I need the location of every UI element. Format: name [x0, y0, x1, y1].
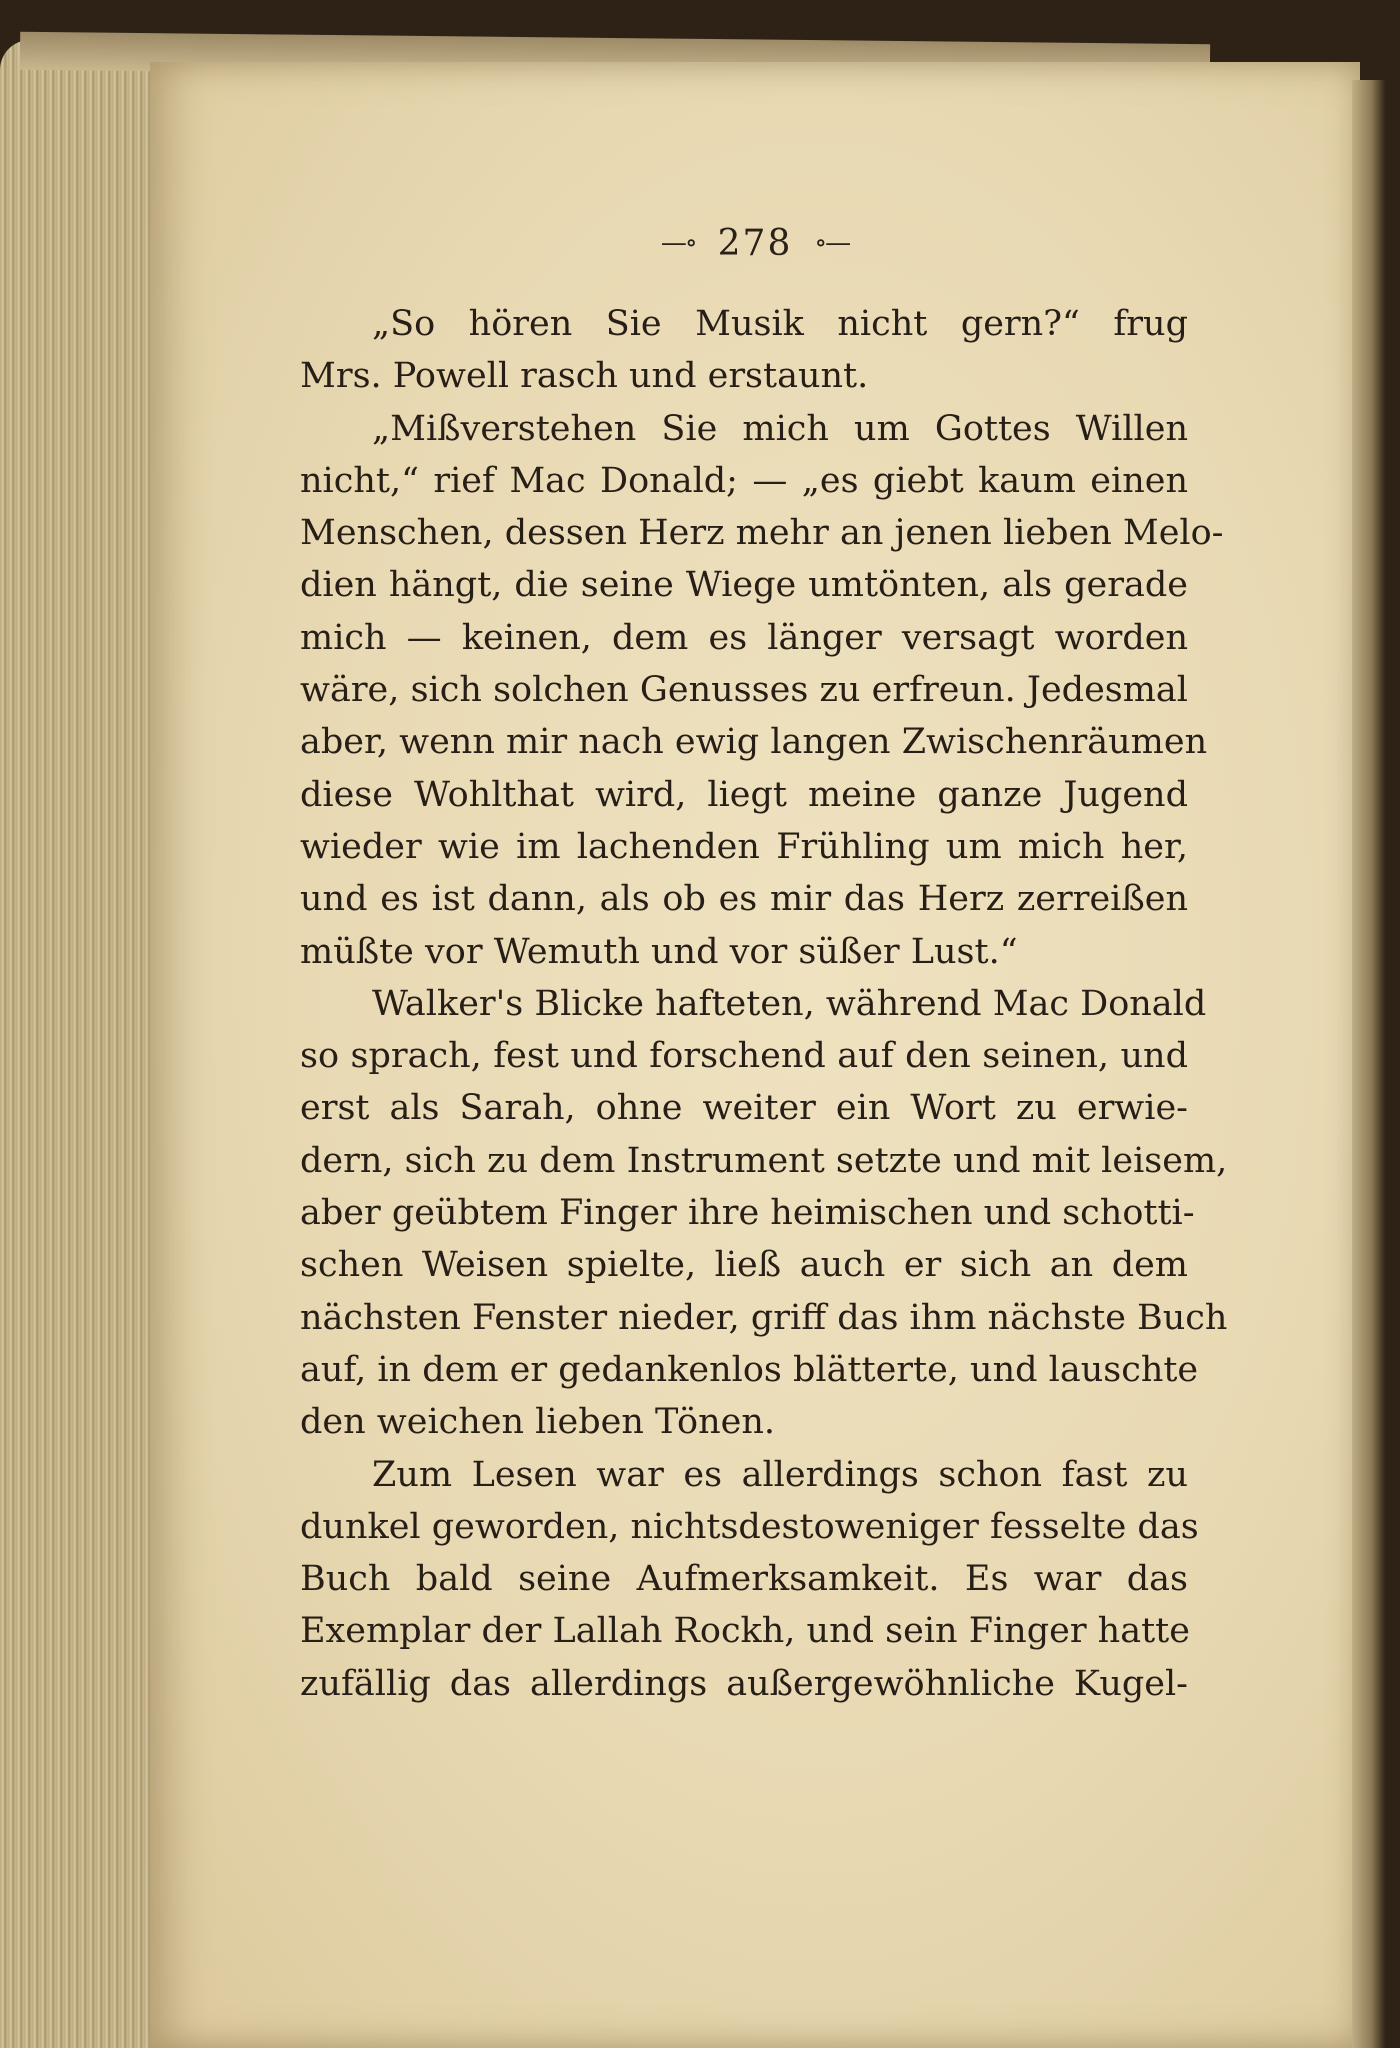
text-line: zufällig das allerdings außergewöhnliche Kugel- [300, 1663, 1188, 1704]
text-line: Buch bald seine Aufmerksamkeit. Es war das [300, 1559, 1188, 1600]
ornament-left-icon: —∘ [660, 228, 696, 258]
text-line: dunkel geworden, nichtsdestoweniger fesselte das [300, 1506, 1199, 1547]
text-line: erst als Sarah, ohne weiter ein Wort zu erwie- [300, 1088, 1188, 1129]
text-line: so sprach, fest und forschend auf den seinen, und [300, 1036, 1188, 1077]
text-line: schen Weisen spielte, ließ auch er sich an dem [300, 1245, 1188, 1286]
page-number: 278 [717, 222, 793, 264]
text-line: wieder wie im lachenden Frühling um mich her, [300, 826, 1188, 867]
page-edges [0, 40, 175, 2048]
text-line: Menschen, dessen Herz mehr an jenen lieben Melo- [300, 513, 1224, 554]
text-line: wäre, sich solchen Genusses zu erfreun. Jedesmal [300, 670, 1188, 711]
text-line: aber geübtem Finger ihre heimischen und schotti- [300, 1193, 1195, 1234]
text-line: Zum Lesen war es allerdings schon fast zu [372, 1454, 1188, 1495]
text-line: aber, wenn mir nach ewig langen Zwischenräumen [300, 722, 1208, 763]
text-line: „Mißverstehen Sie mich um Gottes Willen [372, 408, 1188, 449]
text-line: mich — keinen, dem es länger versagt worden [300, 617, 1188, 658]
ornament-right-icon: ∘— [814, 228, 850, 258]
text-line: und es ist dann, als ob es mir das Herz zerreißen [300, 879, 1188, 920]
text-line: Walker's Blicke hafteten, während Mac Donald [372, 983, 1207, 1024]
text-line: Mrs. Powell rasch und erstaunt. [300, 356, 869, 397]
page-gutter-right [1352, 80, 1400, 2048]
body-text [300, 298, 1228, 1710]
text-line: diese Wohlthat wird, liegt meine ganze Jugend [300, 774, 1188, 815]
text-line: den weichen lieben Tönen. [300, 1402, 776, 1443]
text-line: auf, in dem er gedankenlos blätterte, und lauschte [300, 1349, 1199, 1390]
text-line: müßte vor Wemuth und vor süßer Lust.“ [300, 931, 1018, 972]
text-line: dern, sich zu dem Instrument setzte und mit leisem, [300, 1140, 1228, 1181]
text-line: dien hängt, die seine Wiege umtönten, als gerade [300, 565, 1188, 606]
text-line: „So hören Sie Musik nicht gern?“ frug [372, 304, 1188, 344]
page-header [630, 218, 880, 268]
text-line: Exemplar der Lallah Rockh, und sein Finger hatte [300, 1611, 1190, 1652]
text-line: nächsten Fenster nieder, griff das ihm nächste Buch [300, 1297, 1228, 1338]
text-line: nicht,“ rief Mac Donald; — „es giebt kaum einen [300, 460, 1188, 501]
